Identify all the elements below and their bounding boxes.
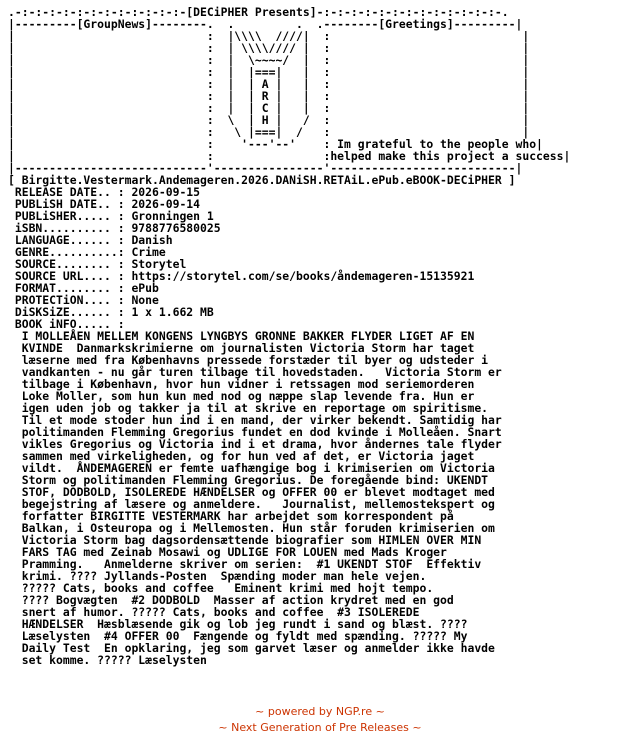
nfo-line: begejstring af læsere og anmeldere. Journalist, mellemostekspert og [8,497,495,511]
nfo-line: | : \ | H | / : | [8,113,530,127]
footer [0,704,640,736]
nfo-line: | : |\\\\ ////| : | [8,29,530,43]
nfo-text [8,6,570,666]
tagline-link[interactable]: ~ Next Generation of Pre Releases ~ [218,721,422,734]
nfo-line: sammen med virkeligheden, og for hun ved af det, er Victoria jaget [8,449,475,463]
nfo-line: ????? Cats, books and coffee Eminent krimi med hojt tempo. [8,581,434,595]
nfo-line: DiSKSiZE...... : 1 x 1.662 MB [8,305,214,319]
nfo-line: | : | \\\\//// | : | [8,41,530,55]
nfo-line: [ Birgitte.Vestermark.Andemageren.2026.DANiSH.RETAiL.ePub.eBOOK-DECiPHER ] [8,173,516,187]
nfo-line: forfatter BIRGITTE VESTERMARK har arbejdet som korrespondent på [8,509,454,523]
nfo-line: FARS TAG med Zeinab Mosawi og UDLIGE FOR LOUEN med Mads Kroger [8,545,447,559]
nfo-line: | : | \~~~~/ | : | [8,53,530,67]
nfo-line: HÆNDELSER Hæsblæsende gik og lob jeg rundt i sand og blæst. ???? [8,617,468,631]
nfo-line: igen uden job og takker ja til at skrive en reportage om spiritisme. [8,401,489,415]
nfo-line: set komme. ????? Læselysten [8,653,207,667]
nfo-line: Storm og politimanden Flemming Gregorius. De foregående bind: UKENDT [8,473,489,487]
nfo-line: Til et mode stoder hun ind i en mand, der virker bekendt. Samtidig har [8,413,502,427]
powered-by-link[interactable]: ~ powered by NGP.re ~ [255,705,385,718]
nfo-line: Daily Test En opklaring, jeg som garvet læser og anmelder ikke havde [8,641,495,655]
nfo-line: PUBLiSHER..... : Gronningen 1 [8,209,214,223]
nfo-line: vandkanten - nu går turen tilbage til hovedstaden. Victoria Storm er [8,365,502,379]
nfo-line: læserne med fra Københavns pressede forstæder til byer og udsteder i [8,353,489,367]
nfo-line: politimanden Flemming Gregorius fundet en dod kvinde i Molleåen. Snart [8,425,502,439]
nfo-line: Balkan, i Osteuropa og i Mellemosten. Hun står foruden krimiserien om [8,521,495,535]
nfo-line: vildt. ÅNDEMAGEREN er femte uafhængige bog i krimiserien om Victoria [8,461,495,475]
nfo-line: BOOK iNFO..... : [8,317,125,331]
nfo-line: SOURCE URL.... : https://storytel.com/se/books/åndemageren-15135921 [8,269,475,283]
nfo-line: Pramming. Anmelderne skriver om serien: #1 UKENDT STOF Effektiv [8,557,482,571]
nfo-line: PROTECTiON.... : None [8,293,159,307]
nfo-line: vikles Gregorius og Victoria ind i et drama, hvor åndernes tale flyder [8,437,502,451]
nfo-line: tilbage i København, hvor hun vidner i retssagen mod seriemorderen [8,377,475,391]
nfo-line: RELEASE DATE.. : 2026-09-15 [8,185,201,199]
nfo-line: STOF, DODBOLD, ISOLEREDE HÆNDELSER og OFFER 00 er blevet modtaget med [8,485,495,499]
nfo-line: | : '---'--' : Im grateful to the people who| [8,137,543,151]
nfo-line: | : | | C | | : | [8,101,530,115]
nfo-line: | : :helped make this project a success| [8,149,571,163]
nfo-line: |---------[GroupNews]--------. . . .--------[Greetings]---------| [8,17,523,31]
nfo-line: | : | | R | | : | [8,89,530,103]
nfo-line: LANGUAGE...... : Danish [8,233,173,247]
nfo-line: krimi. ???? Jyllands-Posten Spænding moder man hele vejen. [8,569,427,583]
nfo-line: | : \ |===| / : | [8,125,530,139]
nfo-line: Victoria Storm bag dagsordensættende biografier som HIMLEN OVER MIN [8,533,482,547]
nfo-line: iSBN.......... : 9788776580025 [8,221,221,235]
nfo-line: GENRE..........: Crime [8,245,166,259]
nfo-line: ???? Bogvægten #2 DODBOLD Masser af action krydret med en god [8,593,454,607]
nfo-line: SOURCE........ : Storytel [8,257,187,271]
nfo-line: Loke Moller, som hun kun med nod og næppe slap levende fra. Hun er [8,389,475,403]
nfo-line: | : | |===| | : | [8,65,530,79]
nfo-line: .-:-:-:-:-:-:-:-:-:-:-:-:-[DECiPHER Presents]-:-:-:-:-:-:-:-:-:-:-:-:-:-. [8,5,509,19]
nfo-line: | : | | A | | : | [8,77,530,91]
nfo-line: Læselysten #4 OFFER 00 Fængende og fyldt med spænding. ????? My [8,629,468,643]
nfo-line: FORMAT........ : ePub [8,281,159,295]
nfo-line: |----------------------------'----------------'---------------------------| [8,161,523,175]
nfo-line: KVINDE Danmarkskrimierne om journalisten Victoria Storm har taget [8,341,475,355]
nfo-line: snert af humor. ????? Cats, books and coffee #3 ISOLEREDE [8,605,420,619]
nfo-line: I MOLLEÅEN MELLEM KONGENS LYNGBYS GRONNE BAKKER FLYDER LIGET AF EN [8,329,475,343]
nfo-line: PUBLiSH DATE.. : 2026-09-14 [8,197,201,211]
